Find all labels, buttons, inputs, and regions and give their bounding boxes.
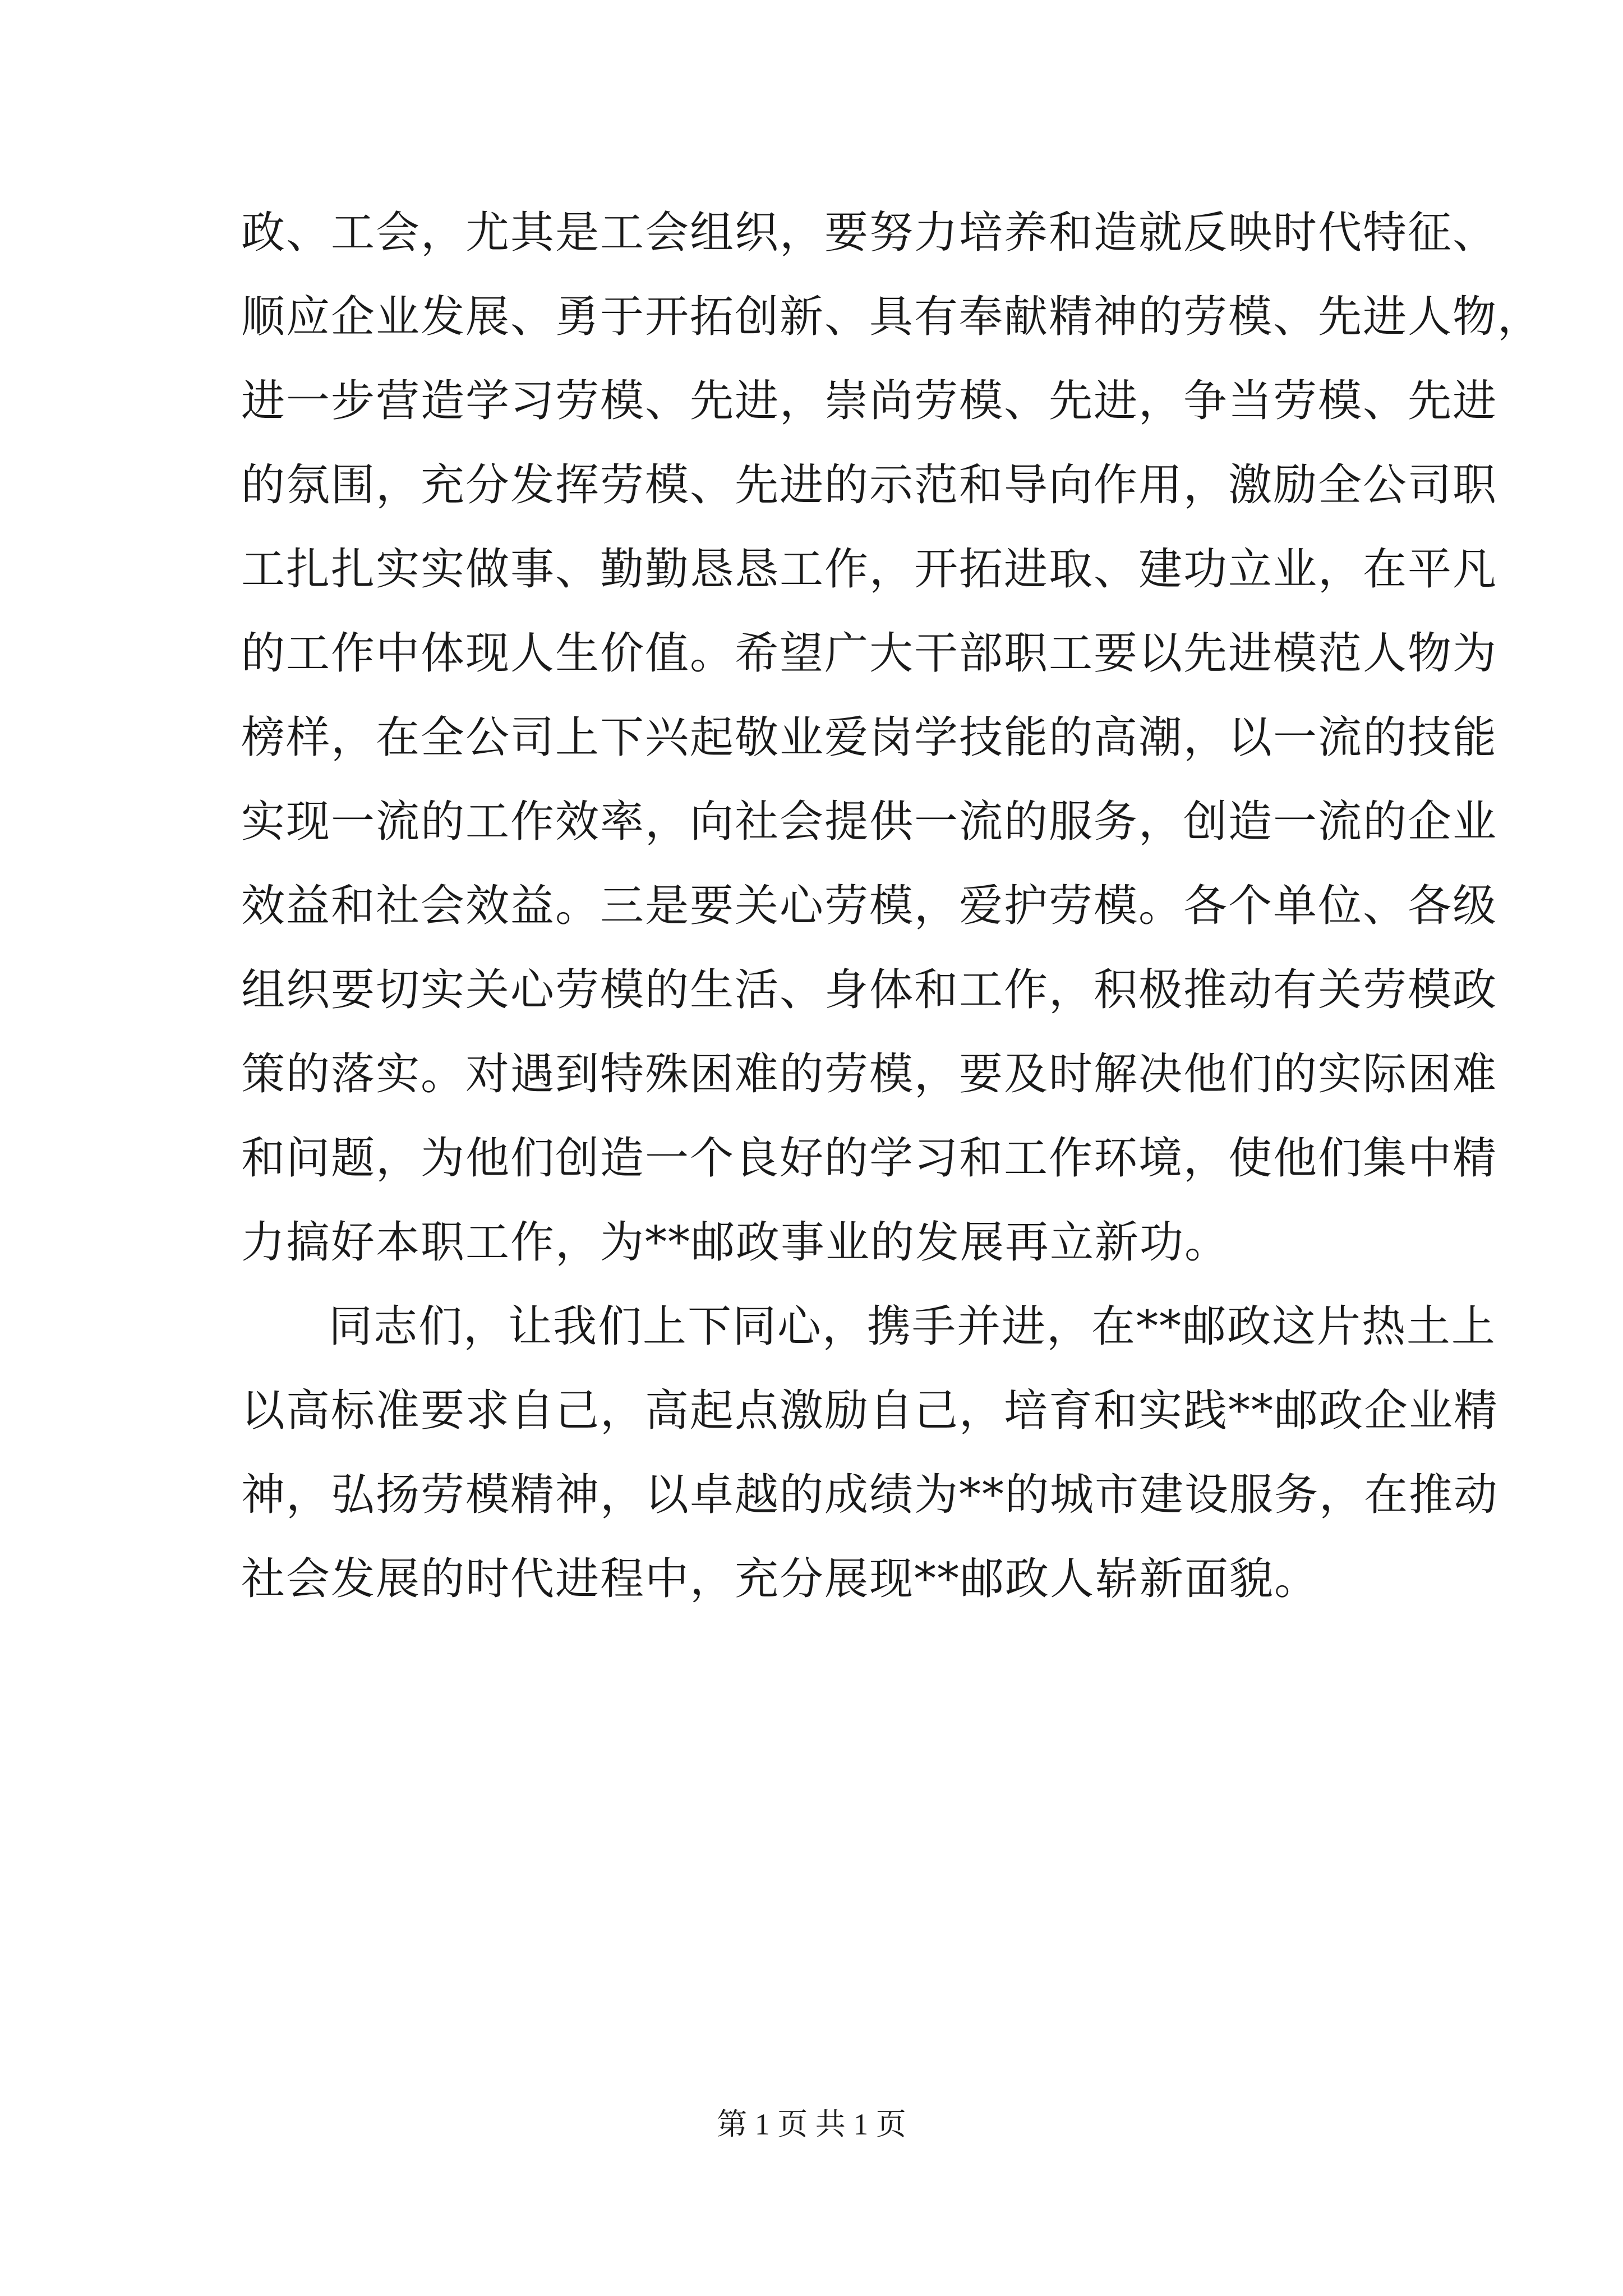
text-line: 的氛围，充分发挥劳模、先进的示范和导向作用，激励全公司职 bbox=[241, 460, 1498, 510]
text-line: 实现一流的工作效率，向社会提供一流的服务，创造一流的企业 bbox=[241, 797, 1498, 847]
text-line: 神，弘扬劳模精神，以卓越的成绩为**的城市建设服务，在推动 bbox=[241, 1470, 1499, 1520]
text-line: 榜样，在全公司上下兴起敬业爱岗学技能的高潮，以一流的技能 bbox=[241, 712, 1498, 763]
text-line: 以高标准要求自己，高起点激励自己，培育和实践**邮政企业精 bbox=[241, 1386, 1499, 1436]
text-line: 策的落实。对遇到特殊困难的劳模，要及时解决他们的实际困难 bbox=[241, 1049, 1498, 1099]
document-body bbox=[241, 191, 1543, 1621]
text-line: 力搞好本职工作，为**邮政事业的发展再立新功。 bbox=[241, 1217, 1230, 1268]
paragraph-1 bbox=[241, 191, 1543, 1285]
text-line: 组织要切实关心劳模的生活、身体和工作，积极推动有关劳模政 bbox=[241, 965, 1498, 1015]
text-line: 顺应企业发展、勇于开拓创新、具有奉献精神的劳模、先进人物， bbox=[241, 292, 1543, 342]
text-line: 同志们，让我们上下同心，携手并进，在**邮政这片热土上 bbox=[329, 1301, 1497, 1352]
text-line: 政、工会，尤其是工会组织，要努力培养和造就反映时代特征、 bbox=[241, 208, 1498, 258]
text-line: 和问题，为他们创造一个良好的学习和工作环境，使他们集中精 bbox=[241, 1133, 1498, 1184]
text-line: 的工作中体现人生价值。希望广大干部职工要以先进模范人物为 bbox=[241, 628, 1498, 679]
paragraph-2 bbox=[241, 1285, 1499, 1621]
text-line: 进一步营造学习劳模、先进，崇尚劳模、先进，争当劳模、先进 bbox=[241, 376, 1498, 426]
text-line: 社会发展的时代进程中，充分展现**邮政人崭新面貌。 bbox=[241, 1554, 1320, 1604]
text-line: 效益和社会效益。三是要关心劳模，爱护劳模。各个单位、各级 bbox=[241, 881, 1498, 931]
page-number-footer: 第 1 页 共 1 页 bbox=[717, 2108, 906, 2141]
text-line: 工扎扎实实做事、勤勤恳恳工作，开拓进取、建功立业，在平凡 bbox=[241, 544, 1498, 595]
